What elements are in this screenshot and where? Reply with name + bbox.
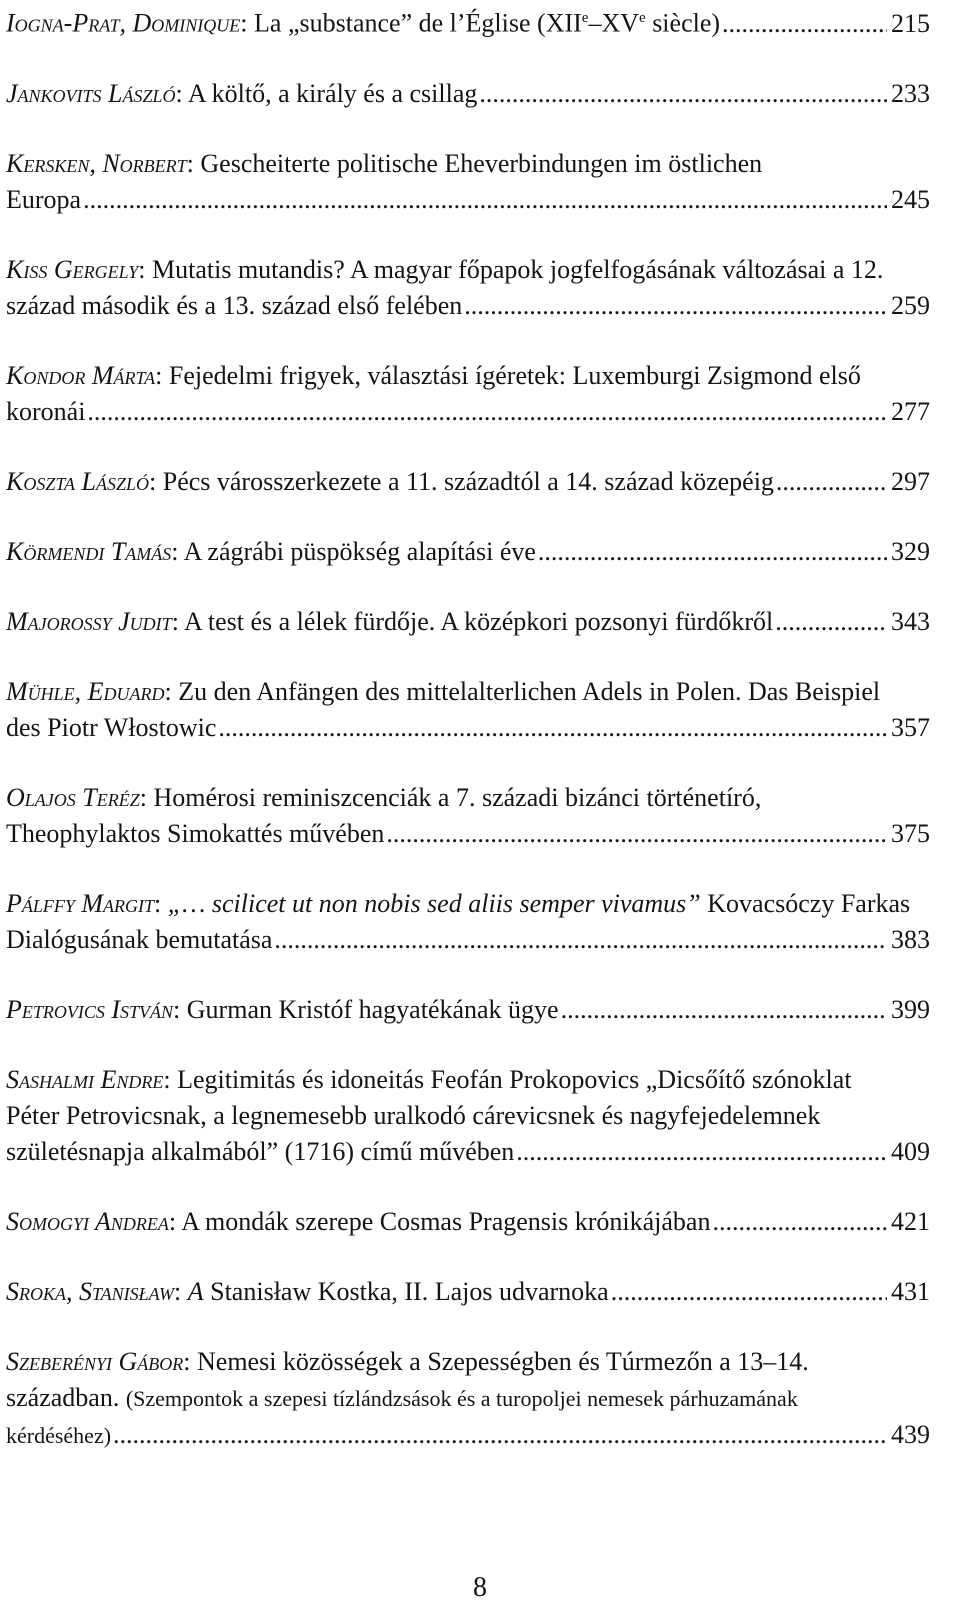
entry-title: Nemesi közösségek a Szepességben és Túrmezőn a 13–14. — [197, 1346, 809, 1376]
entry-title: Stanisław Kostka, II. Lajos udvarnoka — [203, 1276, 609, 1306]
entry-title: des Piotr Włostowic — [6, 712, 217, 742]
leader-dots — [218, 710, 887, 746]
author-name: Petrovics István — [6, 994, 174, 1024]
page-ref: 233 — [891, 78, 930, 108]
century-start: XII — [545, 8, 582, 38]
author-name: Majorossy Judit — [6, 606, 172, 636]
entry-title: Gescheiterte politische Eheverbindungen im östlichen — [200, 148, 763, 178]
entry-title: Fejedelmi frigyek, választási ígéretek: Luxemburgi Zsigmond első — [168, 360, 861, 390]
author-name: Mühle, Eduard — [6, 676, 165, 706]
author-name: Jankovits László — [6, 78, 176, 108]
author-name: Olajos Teréz — [6, 782, 140, 812]
entry-title: Kovacsóczy Farkas — [700, 888, 911, 918]
leader-dots — [83, 182, 887, 218]
toc-entry: Kondor Márta: Fejedelmi frigyek, választási ígéretek: Luxemburgi Zsigmond első koronái ..... 277 — [6, 358, 930, 430]
toc-entry: Kersken, Norbert: Gescheiterte politische Eheverbindungen im östlichen Europa ..... 245 — [6, 146, 930, 218]
entry-title: Dialógusának bemutatása — [6, 924, 273, 954]
author-name: Kersken, Norbert — [6, 148, 187, 178]
entry-title: születésnapja alkalmából” (1716) című művében — [6, 1136, 515, 1166]
author-name: Sashalmi Endre — [6, 1064, 164, 1094]
toc-entry: Iogna-Prat, Dominique: La „substance” de l’Église (XIIe–XVe siècle) ..... 215 — [6, 0, 930, 42]
author-name: Szeberényi Gábor — [6, 1346, 184, 1376]
entry-title: Homérosi reminiszcenciák a 7. századi bizánci történetíró, — [153, 782, 762, 812]
page-ref: 439 — [891, 1419, 930, 1449]
entry-title-italic: „… scilicet ut non nobis sed aliis semper vivamus” — [167, 888, 701, 918]
entry-title: Mutatis mutandis? A magyar főpapok jogfelfogásának változásai a 12. — [152, 254, 884, 284]
author-name: Kondor Márta — [6, 360, 156, 390]
author-name: Kiss Gergely — [6, 254, 139, 284]
toc-entry: Sashalmi Endre: Legitimitás és idoneitás Feofán Prokopovics „Dicsőítő szónoklat Péter Petrovicsnak, a legnemesebb uralkodó cárevicsnek és nagyfejedelemnek születésnapja alkalmából” (1716) című művében ..... 409 — [6, 1062, 930, 1170]
century-end: XV — [601, 8, 640, 38]
dash: – — [588, 8, 602, 38]
entry-title: koronái — [6, 396, 86, 426]
page-number: 8 — [473, 1572, 487, 1603]
page-ref: 399 — [891, 994, 930, 1024]
author-name: Koszta László — [6, 466, 149, 496]
entry-title: A zágrábi püspökség alapítási éve — [183, 536, 536, 566]
superscript: e — [639, 10, 646, 26]
toc-entry: Jankovits László: A költő, a király és a csillag ..... 233 — [6, 76, 930, 112]
leader-dots — [87, 394, 887, 430]
leader-dots — [386, 816, 887, 852]
leader-dots — [274, 922, 887, 958]
author-name: Pálffy Margit — [6, 888, 155, 918]
page-ref: 375 — [891, 818, 930, 848]
author-name: Körmendi Tamás — [6, 536, 172, 566]
leader-dots — [561, 992, 887, 1028]
page-ref: 357 — [891, 712, 930, 742]
page-ref: 421 — [891, 1206, 930, 1236]
entry-title: század második és a 13. század első felében — [6, 290, 463, 320]
entry-title: Péter Petrovicsnak, a legnemesebb uralkodó cárevicsnek és nagyfejedelemnek — [6, 1100, 821, 1130]
entry-subtitle: (Szempontok a szepesi tízlándzsások és a turopoljei nemesek párhuzamának — [125, 1385, 798, 1411]
toc-entry: Körmendi Tamás: A zágrábi püspökség alapítási éve ..... 329 — [6, 534, 930, 570]
page-ref: 431 — [891, 1276, 930, 1306]
author-name: Iogna-Prat, Dominique — [6, 8, 241, 38]
table-of-contents — [6, 0, 930, 1488]
superscript: e — [581, 10, 589, 26]
entry-title-end: siècle) — [645, 8, 721, 38]
leader-dots — [775, 604, 887, 640]
leader-dots — [776, 464, 887, 500]
entry-title: La „substance” de l’Église ( — [254, 8, 546, 38]
leader-dots — [538, 534, 887, 570]
toc-entry: Olajos Teréz: Homérosi reminiszcenciák a 7. századi bizánci történetíró, Theophylaktos Simokattés művében ..... 375 — [6, 780, 930, 852]
leader-dots — [712, 1204, 887, 1240]
entry-title: Europa — [6, 184, 82, 214]
page-ref: 245 — [891, 184, 930, 214]
toc-entry: Koszta László: Pécs városszerkezete a 11. századtól a 14. század közepéig ..... 297 — [6, 464, 930, 500]
toc-entry: Mühle, Eduard: Zu den Anfängen des mittelalterlichen Adels in Polen. Das Beispiel des Piotr Włostowic ..... 357 — [6, 674, 930, 746]
entry-title: A mondák szerepe Cosmas Pragensis krónikájában — [181, 1206, 711, 1236]
page-ref: 277 — [891, 396, 930, 426]
entry-title: században. — [6, 1382, 126, 1412]
toc-entry: Szeberényi Gábor: Nemesi közösségek a Szepességben és Túrmezőn a 13–14. században. (Szempontok a szepesi tízlándzsások és a turopoljei nemesek párhuzamának kérdéséhez) ..... 439 — [6, 1344, 930, 1454]
entry-subtitle: kérdéséhez) — [6, 1422, 112, 1448]
author-name: Somogyi Andrea — [6, 1206, 169, 1236]
leader-dots — [464, 288, 887, 324]
toc-entry: Majorossy Judit: A test és a lélek fürdője. A középkori pozsonyi fürdőkről ..... 343 — [6, 604, 930, 640]
page-ref: 383 — [891, 924, 930, 954]
page-ref: 259 — [891, 290, 930, 320]
author-name: Sroka, Stanisław — [6, 1276, 174, 1306]
page-ref: 297 — [891, 466, 930, 496]
leader-dots — [722, 6, 887, 42]
toc-entry: Somogyi Andrea: A mondák szerepe Cosmas Pragensis krónikájában ..... 421 — [6, 1204, 930, 1240]
toc-entry: Petrovics István: Gurman Kristóf hagyatékának ügye ..... 399 — [6, 992, 930, 1028]
entry-title: Theophylaktos Simokattés művében — [6, 818, 385, 848]
entry-title: Gurman Kristóf hagyatékának ügye — [186, 994, 559, 1024]
entry-title: A költő, a király és a csillag — [187, 78, 478, 108]
leader-dots — [611, 1274, 887, 1310]
leader-dots — [479, 76, 887, 112]
page-ref: 409 — [891, 1136, 930, 1166]
page-ref: 343 — [891, 606, 930, 636]
entry-title: A test és a lélek fürdője. A középkori pozsonyi fürdőkről — [184, 606, 774, 636]
leader-dots — [516, 1134, 887, 1170]
leader-dots — [113, 1417, 887, 1453]
toc-entry: Sroka, Stanisław: A Stanisław Kostka, II. Lajos udvarnoka ..... 431 — [6, 1274, 930, 1310]
toc-entry: Pálffy Margit: „… scilicet ut non nobis sed aliis semper vivamus” Kovacsóczy Farkas Dialógusának bemutatása ..... 383 — [6, 886, 930, 958]
entry-title: Pécs városszerkezete a 11. századtól a 14. század közepéig — [162, 466, 774, 496]
page-ref: 329 — [891, 536, 930, 566]
entry-title: Zu den Anfängen des mittelalterlichen Adels in Polen. Das Beispiel — [178, 676, 881, 706]
entry-title: Legitimitás és idoneitás Feofán Prokopovics „Dicsőítő szónoklat — [177, 1064, 852, 1094]
entry-title-italic: A — [187, 1276, 204, 1306]
page-ref: 215 — [891, 8, 930, 38]
toc-entry: Kiss Gergely: Mutatis mutandis? A magyar főpapok jogfelfogásának változásai a 12. század második és a 13. század első felében ..... 259 — [6, 252, 930, 324]
